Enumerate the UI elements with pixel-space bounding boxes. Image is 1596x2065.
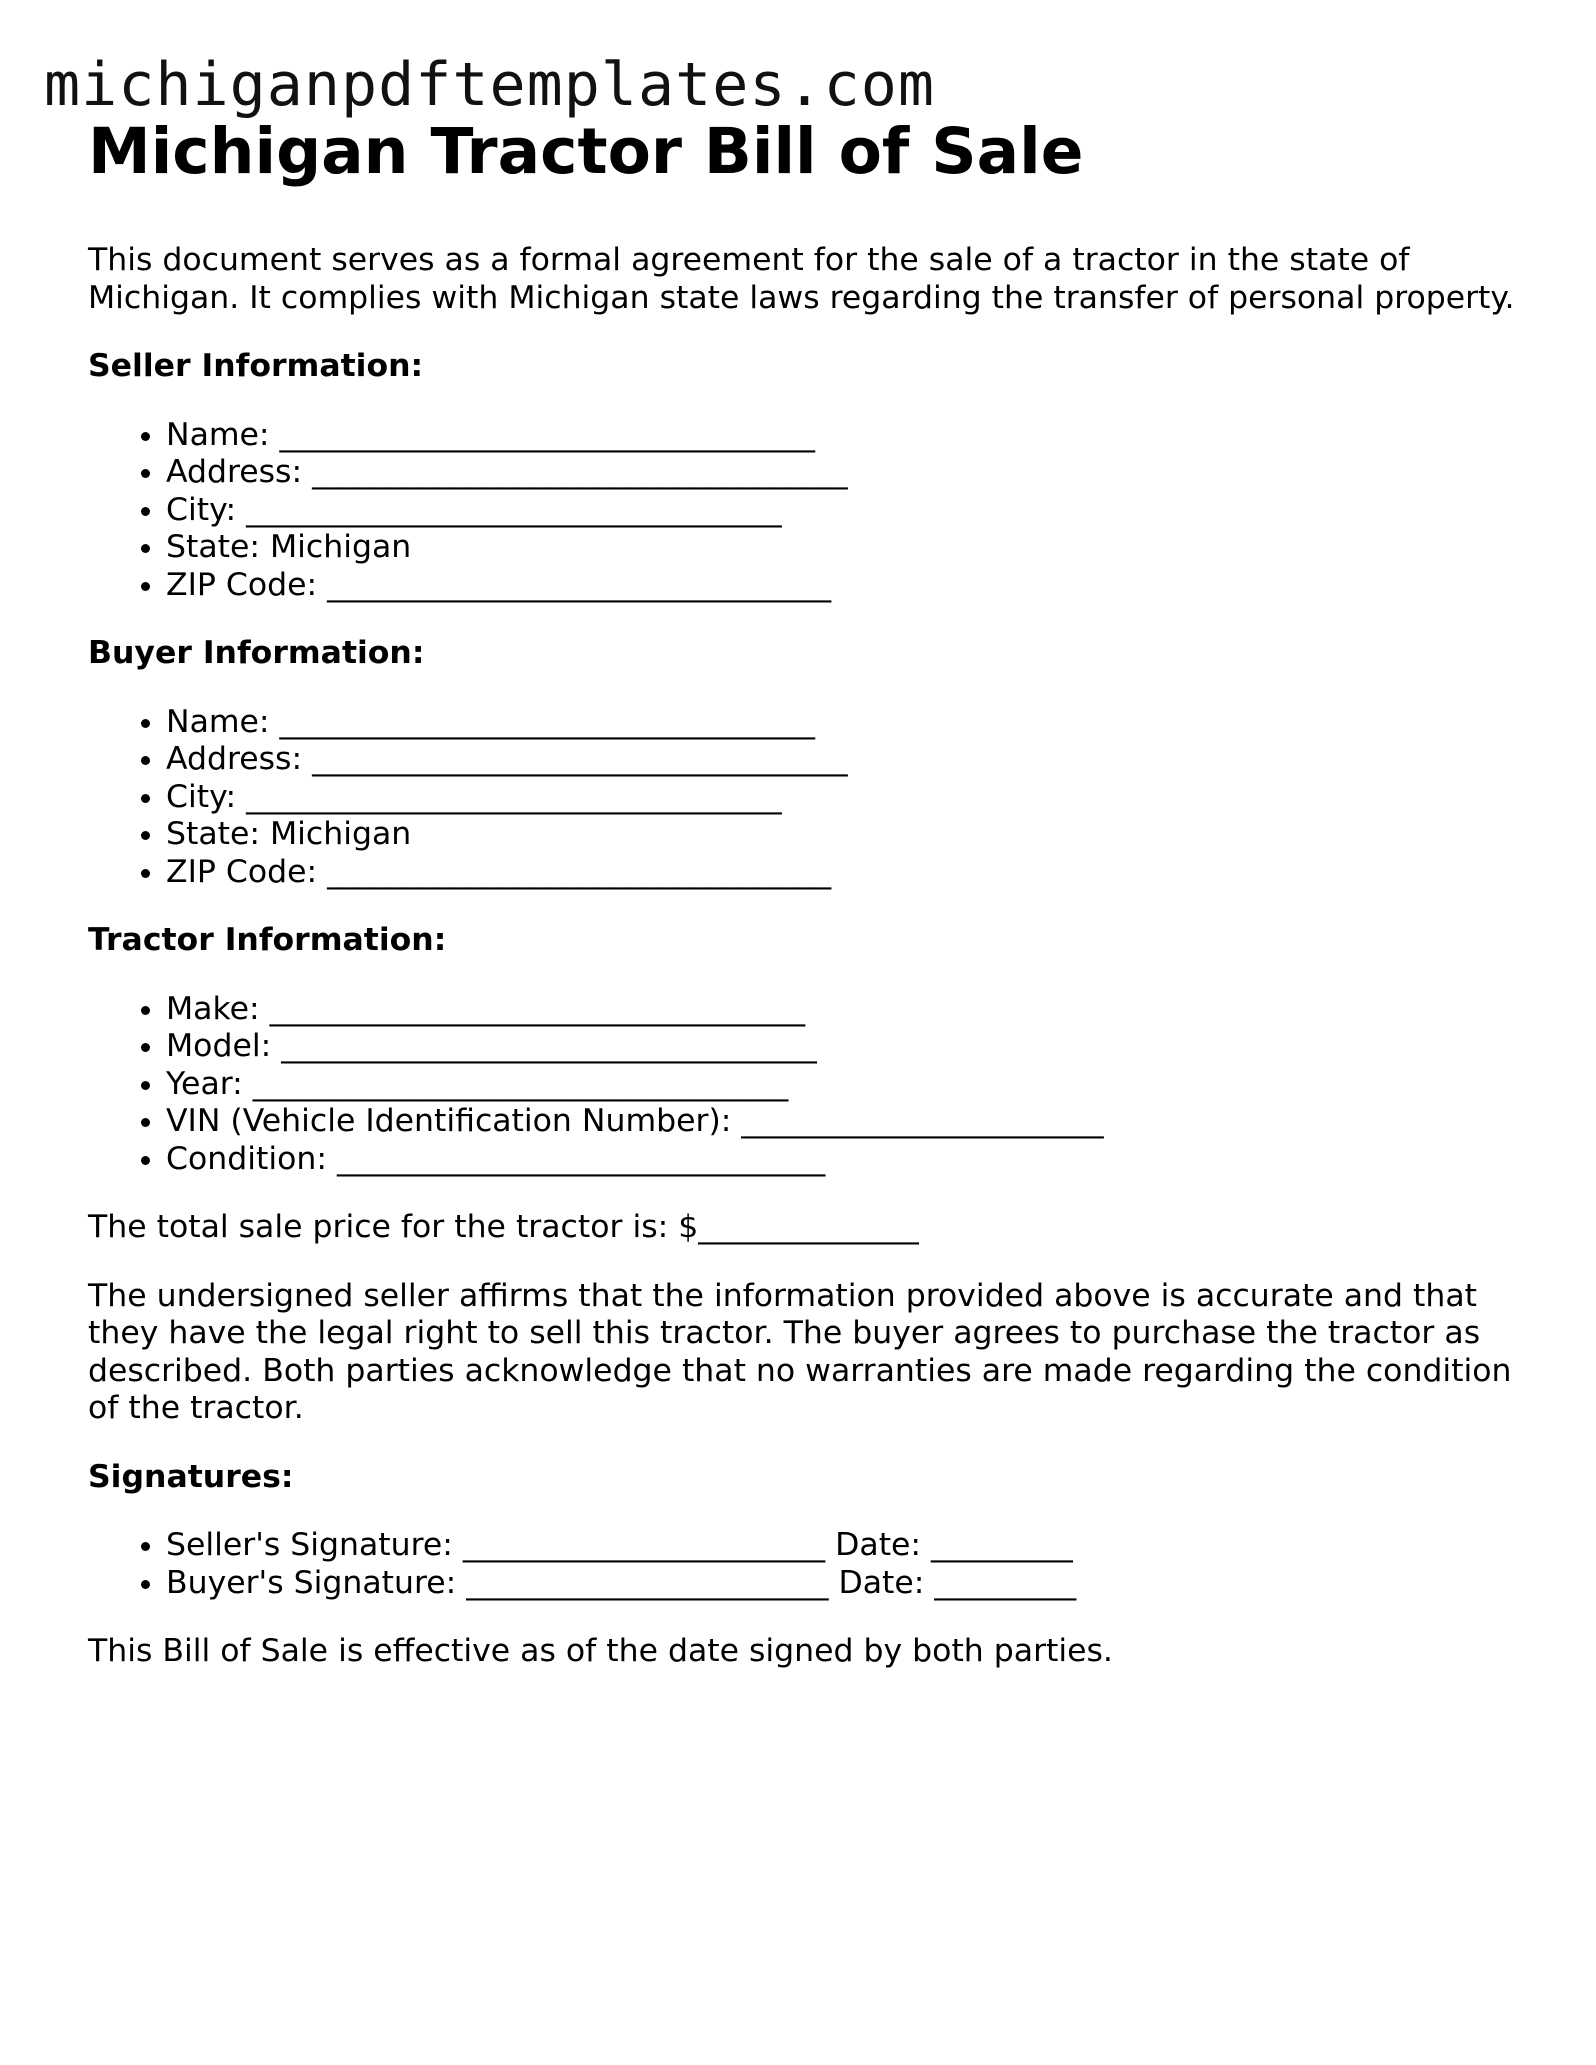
buyer-address-field: • Address: __________________________________ <box>166 741 1528 779</box>
buyer-name-field: • Name: __________________________________ <box>166 704 1528 742</box>
seller-state-field: • State: Michigan <box>166 529 1528 567</box>
seller-zip-field: • ZIP Code: ________________________________ <box>166 567 1528 605</box>
page-title: Michigan Tractor Bill of Sale <box>88 115 1084 188</box>
watermark: michiganpdftemplates.com <box>44 50 935 120</box>
document-body <box>88 112 1528 1671</box>
tractor-year-field: • Year: __________________________________ <box>166 1066 1528 1104</box>
affirmation-paragraph: The undersigned seller affirms that the information provided above is accurate and that they have the legal right to sell this tractor. The buyer agrees to purchase the tractor as described. Both parties acknowledge that no warranties are made regarding the condition of the tractor. <box>88 1277 1512 1426</box>
signatures-list <box>88 1527 1528 1602</box>
intro-paragraph: This document serves as a formal agreement for the sale of a tractor in the state of Michigan. It complies with Michigan state laws regarding the transfer of personal property. <box>88 242 1515 316</box>
tractor-model-field: • Model: __________________________________ <box>166 1028 1528 1066</box>
buyer-signature-line: • Buyer's Signature: _______________________ Date: _________ <box>166 1565 1528 1603</box>
buyer-zip-field: • ZIP Code: ________________________________ <box>166 854 1528 892</box>
tractor-section-heading: Tractor Information: <box>88 922 447 958</box>
buyer-section-heading: Buyer Information: <box>88 635 425 671</box>
seller-signature-line: • Seller's Signature: _______________________ Date: _________ <box>166 1527 1528 1565</box>
seller-section-heading: Seller Information: <box>88 348 424 384</box>
tractor-info-list <box>88 991 1528 1179</box>
seller-info-list <box>88 417 1528 605</box>
buyer-info-list <box>88 704 1528 892</box>
signatures-section-heading: Signatures: <box>88 1458 294 1495</box>
seller-address-field: • Address: __________________________________ <box>166 454 1528 492</box>
closing-statement: This Bill of Sale is effective as of the date signed by both parties. <box>88 1633 1113 1669</box>
tractor-condition-field: • Condition: _______________________________ <box>166 1141 1528 1179</box>
sale-price-line: The total sale price for the tractor is: $______________ <box>88 1209 919 1245</box>
tractor-make-field: • Make: __________________________________ <box>166 991 1528 1029</box>
buyer-state-field: • State: Michigan <box>166 816 1528 854</box>
seller-city-field: • City: __________________________________ <box>166 492 1528 530</box>
buyer-city-field: • City: __________________________________ <box>166 779 1528 817</box>
seller-name-field: • Name: __________________________________ <box>166 417 1528 455</box>
tractor-vin-field: • VIN (Vehicle Identification Number): _______________________ <box>166 1103 1528 1141</box>
